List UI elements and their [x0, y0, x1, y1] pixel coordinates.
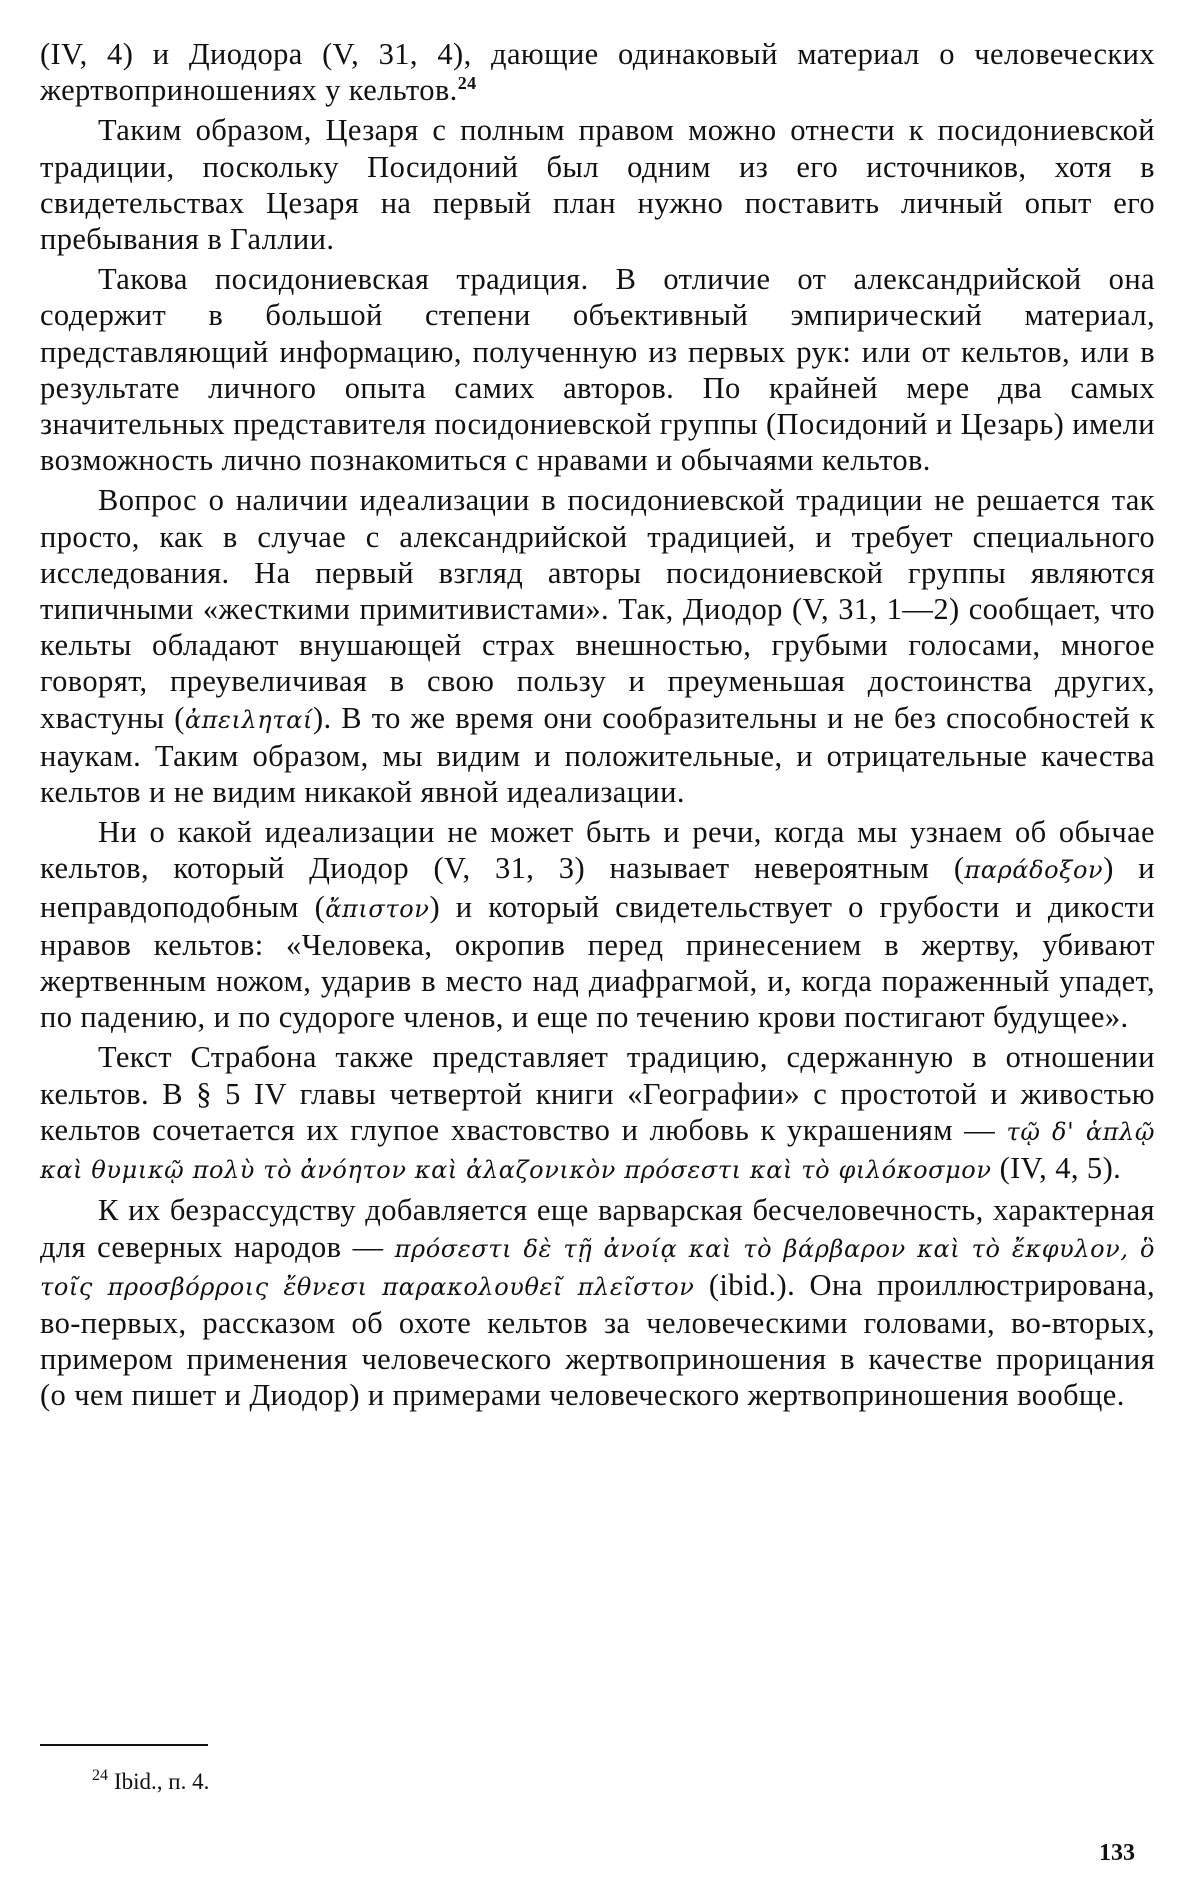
- paragraph-3: [40, 261, 1155, 478]
- paragraph-7-text-a: К их безрассудству добавляется еще варварская бесчеловечность, характерная для северных народов —: [40, 1193, 1155, 1264]
- footnote-reference: 24: [457, 73, 477, 94]
- greek-word-paradoxon: παράδοξον: [964, 856, 1104, 885]
- paragraph-2: [40, 112, 1155, 257]
- paragraph-1-text: (IV, 4) и Диодора (V, 31, 4), дающие одинаковый материал о человеческих жертвоприношениях у кельтов.: [40, 37, 1155, 108]
- latin-citation: (ibid.): [694, 1267, 788, 1302]
- paragraph-3-text: Такова посидониевская традиция. В отличие от александрийской она содержит в большой степени объективный эмпирический материал, представляющий информацию, полученную из первых рук: или от кельтов, или в результате личного опыта самих авторов. По крайней мере два самых значительных представителя посидониевской группы (Посидоний и Цезарь) имели возможность лично познакомиться с нравами и обычаями кельтов.: [40, 262, 1155, 478]
- greek-quote: τῷ δ' ἁπλῷ καὶ θυμικῷ πολὺ τὸ ἀνόητον καὶ ἀλαζονικὸν πρόσεστι καὶ τὸ φιλόκοσμον: [40, 1117, 1155, 1185]
- paragraph-7-text-b: . Она проиллюстрирована, во-первых, рассказом об охоте кельтов за человеческими головами, во-вторых, примером применения человеческого жертвоприношения в качестве прорицания (о чем пишет и Диодор) и примерами человеческого жертвоприношения вообще.: [40, 1267, 1156, 1413]
- paragraph-1: [40, 36, 1155, 108]
- paragraph-6-text-b: (IV, 4, 5).: [991, 1151, 1122, 1186]
- page-number: 133: [1099, 1840, 1135, 1866]
- greek-quote: πρόσεστι δὲ τῇ ἀνοίᾳ καὶ τὸ βάρβαρον καὶ τὸ ἔκφυλον, ὃ τοῖς προσβόρροις ἔθνεσι παρακολουθεῖ πλεῖστον: [40, 1234, 1155, 1301]
- paragraph-5-text-c: ) и который свидетельствует о грубости и дикости нравов кельтов: «Человека, окропив перед принесением в жертву, убивают жертвенным ножом, ударив в место над диафрагмой, и, когда пораженный упадет, по падению, и по судороге членов, и еще по течению крови постигают будущее».: [40, 889, 1155, 1035]
- footnote: [92, 1768, 209, 1796]
- paragraph-4: [40, 482, 1155, 810]
- paragraph-2-text: Таким образом, Цезаря с полным правом можно отнести к посидониевской традиции, поскольку Посидоний был одним из его источников, хотя в свидетельствах Цезаря на первый план нужно поставить личный опыт его пребывания в Галлии.: [40, 113, 1155, 257]
- body-text: [40, 36, 1155, 1418]
- paragraph-4-text-a: Вопрос о наличии идеализации в посидониевской традиции не решается так просто, как в случае с александрийской традицией, и требует специального исследования. На первый взгляд авторы посидониевской группы являются типичными «жесткими примитивистами». Так, Диодор (V, 31, 1—2) сообщает, что кельты обладают внушающей страх внешностью, грубыми голосами, многое говорят, преувеличивая в свою пользу и преуменьшая достоинства других, хвастуны (: [40, 483, 1155, 735]
- greek-quote: ἀπειληταί: [184, 705, 313, 734]
- footnote-divider: [40, 1744, 208, 1746]
- paragraph-4-text-b: ). В то же время они сообразительны и не без способностей к наукам. Таким образом, мы видим и положительные, и отрицательные качества кельтов и не видим никакой явной идеализации.: [40, 700, 1155, 810]
- paragraph-7: [40, 1192, 1155, 1413]
- footnote-number: 24: [92, 1767, 108, 1785]
- paragraph-5-text-a: Ни о какой идеализации не может быть и речи, когда мы узнаем об обычае кельтов, который Диодор (V, 31, 3) называет невероятным (: [40, 815, 1155, 886]
- paragraph-5: [40, 814, 1155, 1035]
- paragraph-6-text-a: Текст Страбона также представляет традицию, сдержанную в отношении кельтов. В § 5 IV главы четвертой книги «Географии» с простотой и живостью кельтов сочетается их глупое хвастовство и любовь к украшениям —: [40, 1040, 1155, 1147]
- footnote-text: Ibid., п. 4.: [114, 1769, 210, 1794]
- paragraph-5-text-b: ) и неправдоподобным (: [40, 851, 1155, 924]
- greek-word-apiston: ἄπιστον: [325, 894, 430, 923]
- paragraph-6: [40, 1039, 1155, 1188]
